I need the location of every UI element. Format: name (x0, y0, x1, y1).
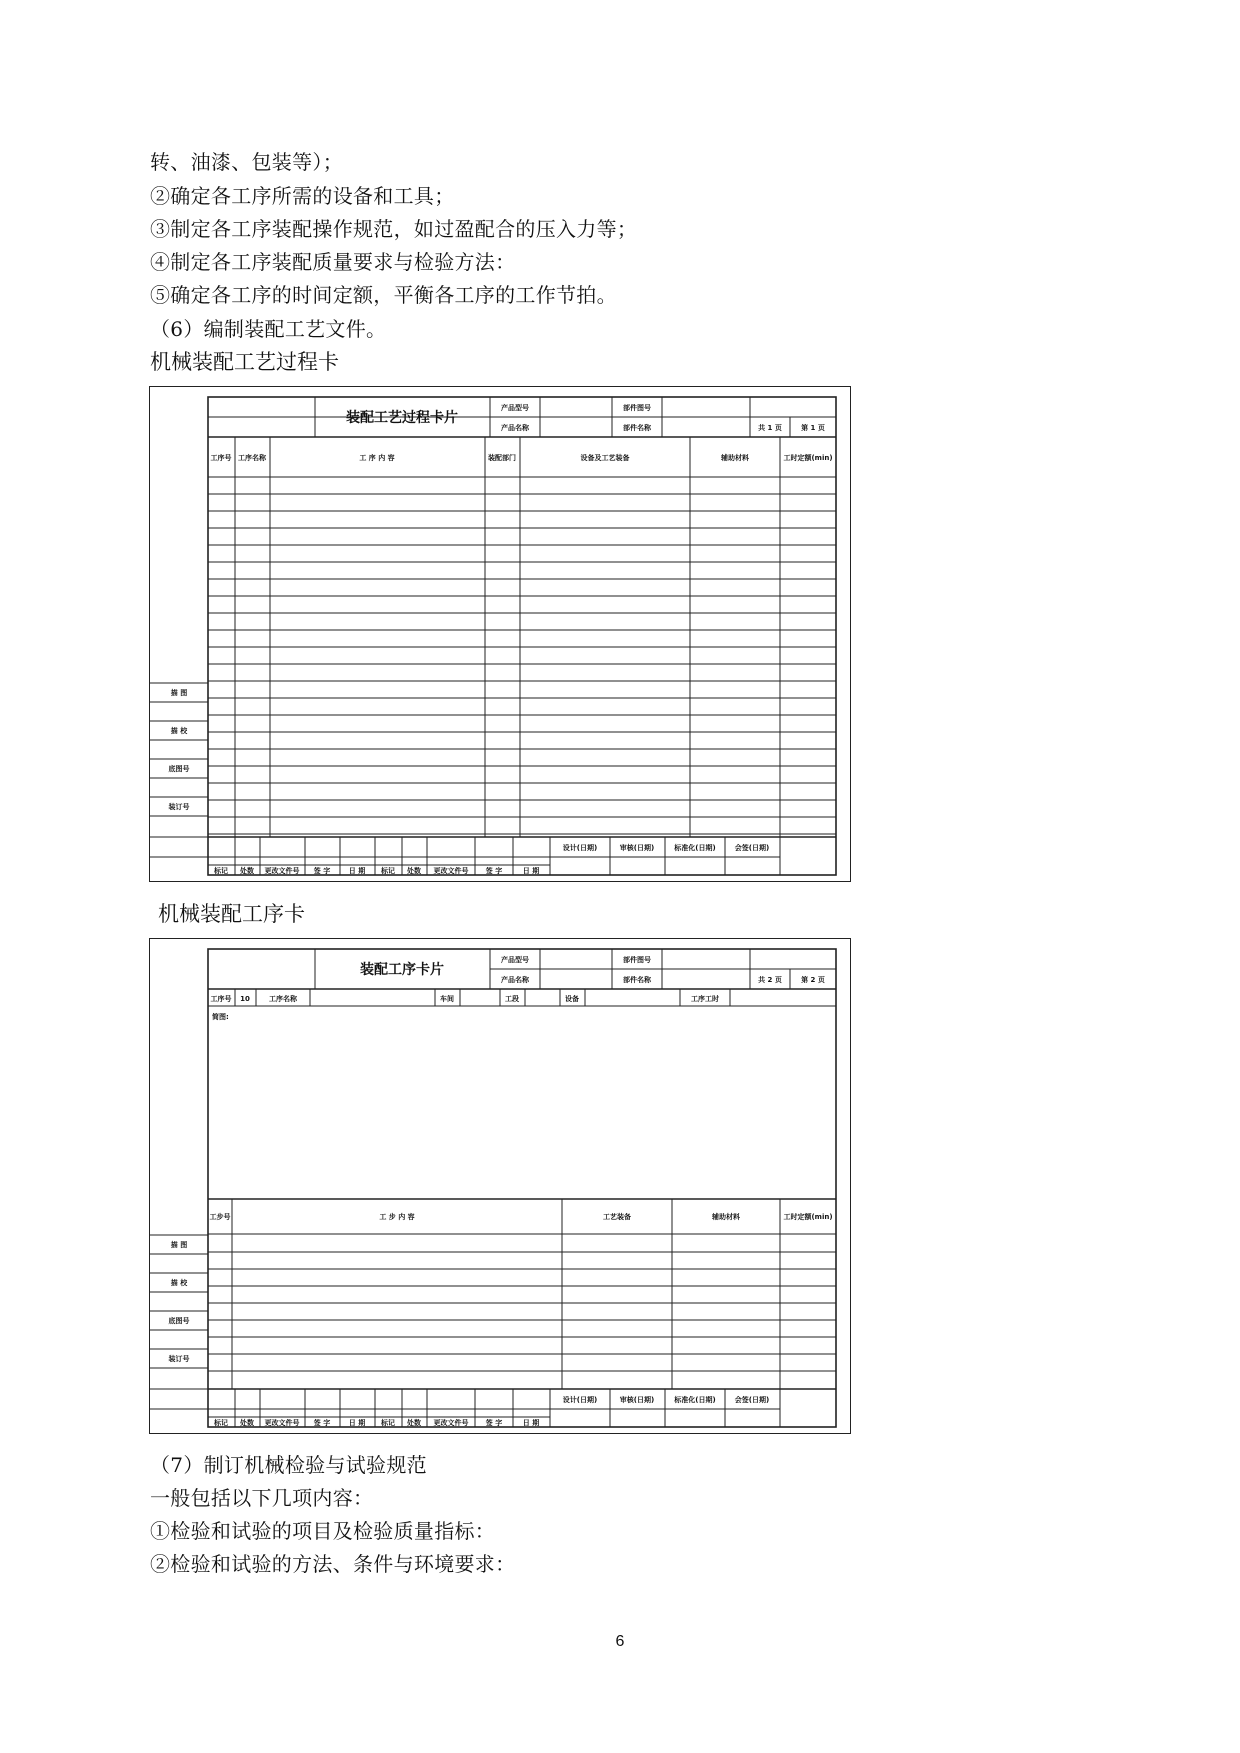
sign-label: 审核(日期) (619, 1396, 655, 1404)
paragraph-line: （6）编制装配工艺文件。 (150, 317, 387, 341)
side-label: 底图号 (168, 765, 190, 773)
assembly-process-card (149, 386, 851, 882)
paragraph-line: ⑤确定各工序的时间定额，平衡各工序的工作节拍。 (150, 283, 617, 307)
rev-label: 处数 (407, 867, 421, 875)
step-no-value: 10 (240, 995, 250, 1003)
side-label: 描 图 (170, 1241, 188, 1249)
rev-label: 处数 (240, 867, 254, 875)
sign-label: 审核(日期) (619, 844, 655, 852)
rev-label: 更改文件号 (433, 867, 469, 875)
paragraph-line: 一般包括以下几项内容： (150, 1486, 374, 1510)
part-name-label: 部件名称 (623, 976, 651, 984)
rev-label: 签 字 (485, 1419, 503, 1427)
rev-label: 日 期 (522, 1419, 540, 1427)
paragraph-line: ④制定各工序装配质量要求与检验方法： (150, 250, 516, 274)
rev-label: 日 期 (522, 867, 540, 875)
side-label: 描 校 (170, 1279, 188, 1287)
col-content: 工 序 内 容 (359, 454, 395, 462)
col-time: 工时定额(min) (783, 454, 833, 462)
col-equipment: 设备及工艺装备 (580, 454, 630, 462)
paragraph-line: ①检验和试验的项目及检验质量指标： (150, 1519, 496, 1543)
part-no-label: 部件图号 (623, 956, 651, 964)
col-step-name: 工序名称 (238, 454, 266, 462)
step-card-form (150, 939, 850, 1432)
rev-label: 标记 (381, 867, 395, 875)
paragraph-line: 转、油漆、包装等）； (150, 150, 343, 174)
page-no: 第 1 页 (801, 424, 825, 432)
page-number: 6 (615, 1633, 625, 1650)
sign-label: 设计(日期) (562, 844, 598, 852)
rev-label: 签 字 (485, 867, 503, 875)
paragraph-line: ③制定各工序装配操作规范，如过盈配合的压入力等； (150, 217, 638, 241)
col-time: 工时定额(min) (783, 1213, 833, 1221)
process-card-form (150, 387, 850, 880)
col-step-no: 工步号 (209, 1213, 231, 1221)
workshop-label: 车间 (440, 995, 454, 1003)
rev-label: 处数 (407, 1419, 421, 1427)
col-dept: 装配部门 (488, 454, 516, 462)
side-label: 底图号 (168, 1317, 190, 1325)
page-no: 第 2 页 (801, 976, 825, 984)
col-aux: 辅助材料 (721, 454, 749, 462)
sketch-label: 简图: (212, 1013, 229, 1021)
part-no-label: 部件图号 (623, 404, 651, 412)
rev-label: 更改文件号 (264, 1419, 300, 1427)
side-label: 描 图 (170, 689, 188, 697)
rev-label: 更改文件号 (433, 1419, 469, 1427)
col-aux: 辅助材料 (712, 1213, 740, 1221)
part-name-label: 部件名称 (623, 424, 651, 432)
sign-label: 标准化(日期) (674, 844, 716, 852)
side-label: 装订号 (168, 803, 190, 811)
equipment-label: 设备 (565, 995, 579, 1003)
section-label: 工段 (505, 995, 519, 1003)
total-pages: 共 1 页 (758, 424, 782, 432)
rev-label: 更改文件号 (264, 867, 300, 875)
paragraph-line: （7）制订机械检验与试验规范 (150, 1453, 427, 1477)
product-name-label: 产品名称 (501, 424, 529, 432)
rev-label: 标记 (381, 1419, 395, 1427)
sign-label: 会签(日期) (734, 844, 770, 852)
card-title: 装配工艺过程卡片 (346, 410, 458, 426)
sign-label: 会签(日期) (734, 1396, 770, 1404)
rev-label: 签 字 (313, 1419, 331, 1427)
side-label: 装订号 (168, 1355, 190, 1363)
total-pages: 共 2 页 (758, 976, 782, 984)
caption-process-card: 机械装配工艺过程卡 (150, 350, 339, 374)
paragraph-line: ②检验和试验的方法、条件与环境要求： (150, 1552, 516, 1576)
rev-label: 签 字 (313, 867, 331, 875)
product-model-label: 产品型号 (501, 404, 529, 412)
assembly-step-card (149, 938, 851, 1434)
sign-label: 标准化(日期) (674, 1396, 716, 1404)
rev-label: 处数 (240, 1419, 254, 1427)
sign-label: 设计(日期) (562, 1396, 598, 1404)
caption-step-card: 机械装配工序卡 (158, 902, 305, 926)
product-model-label: 产品型号 (501, 956, 529, 964)
rev-label: 日 期 (348, 1419, 366, 1427)
product-name-label: 产品名称 (501, 976, 529, 984)
col-tooling: 工艺装备 (603, 1213, 631, 1221)
side-label: 描 校 (170, 727, 188, 735)
step-name-label: 工序名称 (269, 995, 297, 1003)
col-content: 工 步 内 容 (379, 1213, 415, 1221)
rev-label: 日 期 (348, 867, 366, 875)
col-step-no: 工序号 (210, 454, 232, 462)
rev-label: 标记 (214, 1419, 228, 1427)
card-title: 装配工序卡片 (360, 962, 444, 978)
paragraph-line: ②确定各工序所需的设备和工具； (150, 184, 455, 208)
rev-label: 标记 (214, 867, 228, 875)
step-no-label: 工序号 (210, 995, 232, 1003)
step-time-label: 工序工时 (691, 995, 719, 1003)
